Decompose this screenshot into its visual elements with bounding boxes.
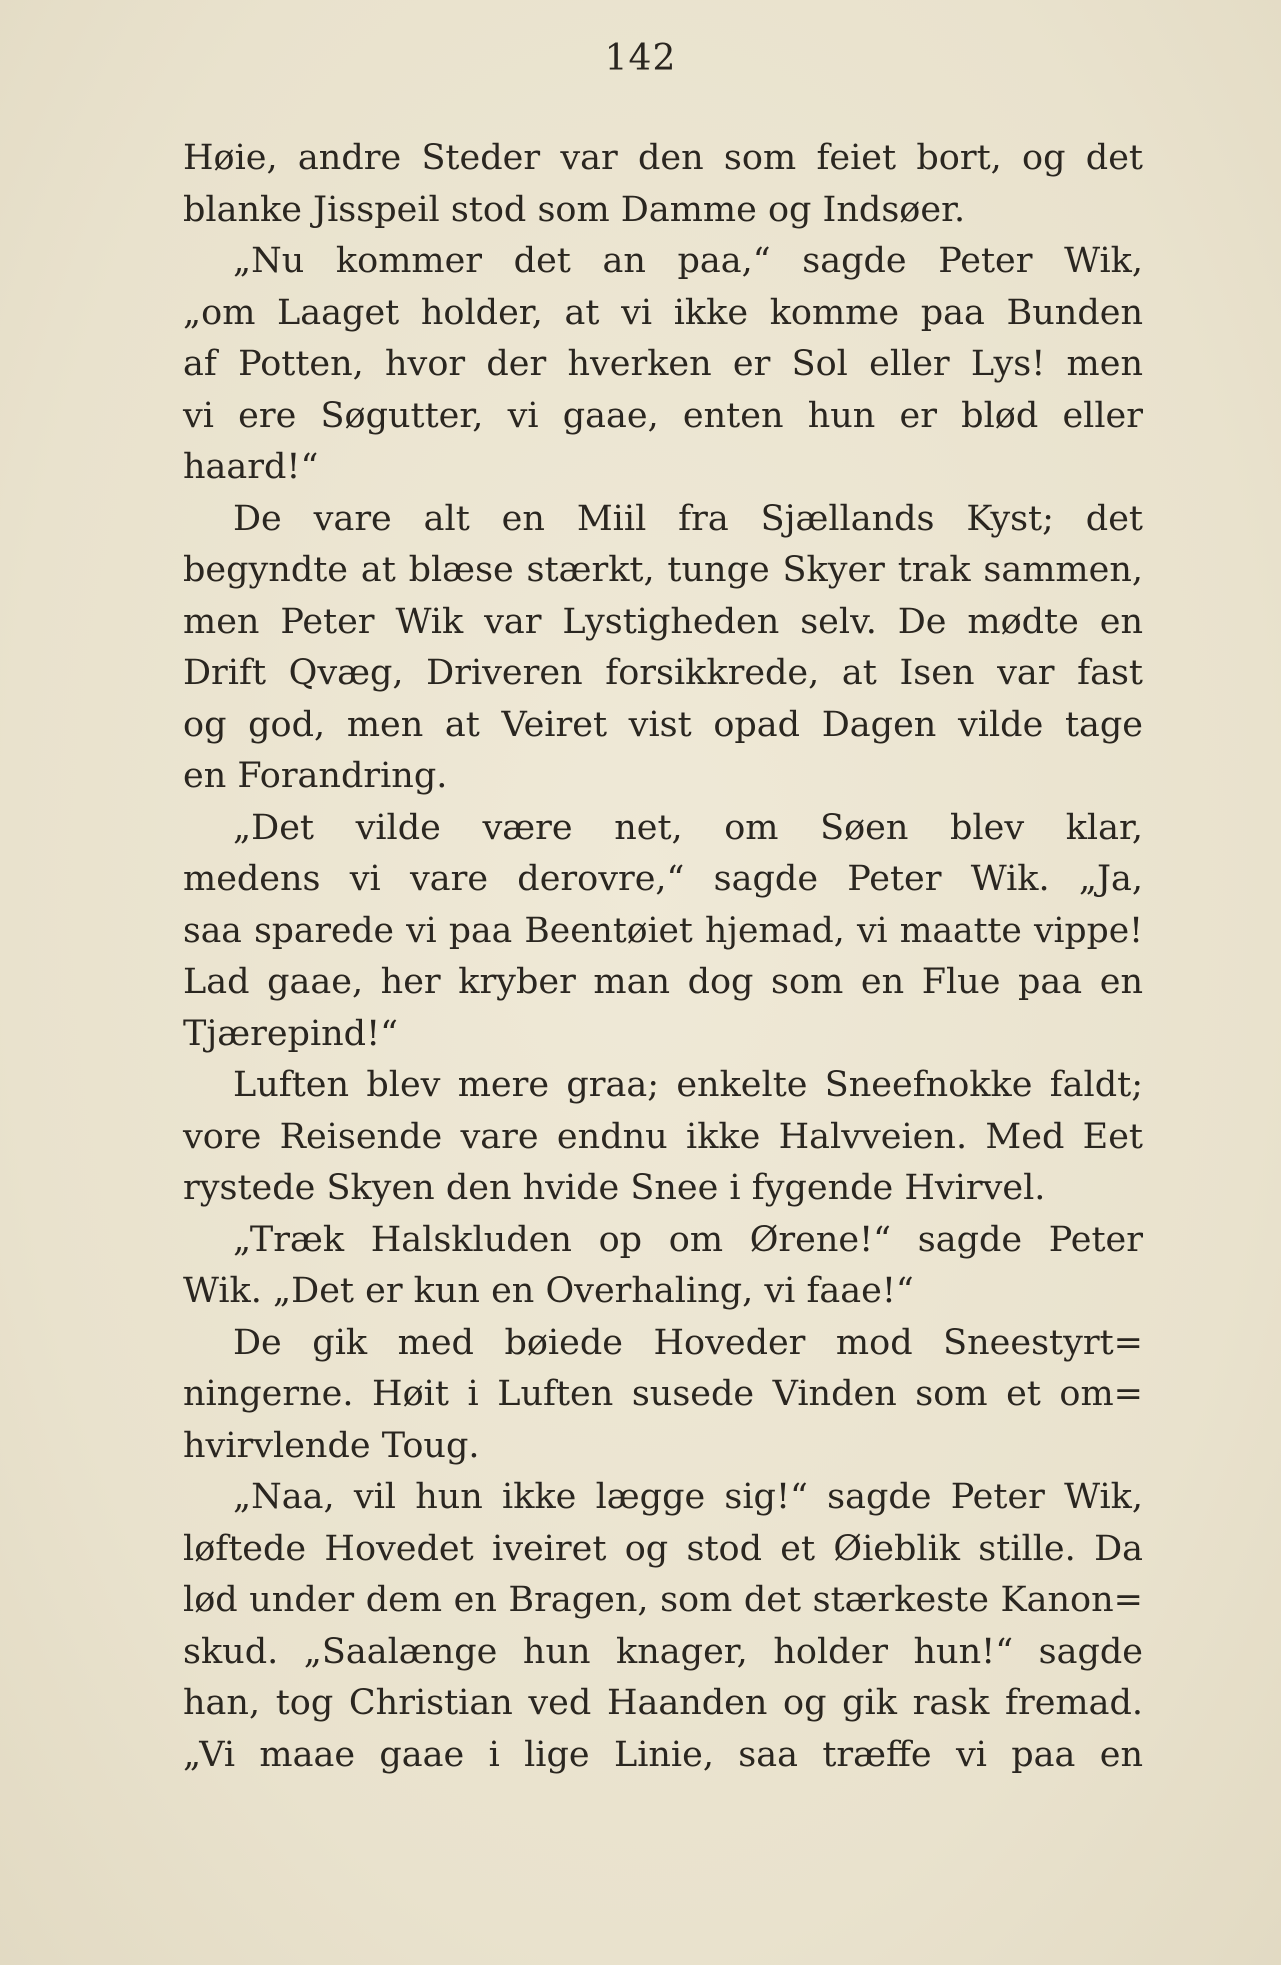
text-line: „Naa, vil hun ikke lægge sig!“ sagde Peter Wik, [233, 1477, 1143, 1517]
text-line: blanke Jisspeil stod som Damme og Indsøer. [183, 189, 966, 230]
text-line: De vare alt en Miil fra Sjællands Kyst; det [233, 498, 1143, 539]
text-line: Lad gaae, her kryber man dog som en Flue paa en [183, 962, 1143, 1002]
text-line: „om Laaget holder, at vi ikke komme paa Bunden [183, 292, 1143, 333]
text-line: skud. „Saalænge hun knager, holder hun!“ sagde [183, 1631, 1143, 1672]
text-line: men Peter Wik var Lystigheden selv. De mødte en [183, 601, 1143, 642]
text-line: haard!“ [183, 447, 319, 487]
text-line: „Det vilde være net, om Søen blev klar, [233, 807, 1143, 848]
text-line: Tjærepind!“ [183, 1013, 399, 1054]
text-line: vi ere Søgutter, vi gaae, enten hun er blød eller [183, 395, 1143, 436]
text-line: Høie, andre Steder var den som feiet bort, og det [183, 138, 1143, 178]
text-line: af Potten, hvor der hverken er Sol eller Lys! men [183, 344, 1143, 384]
text-line: medens vi vare derovre,“ sagde Peter Wik. „Ja, [183, 859, 1143, 899]
text-line: vore Reisende vare endnu ikke Halvveien. Med Eet [183, 1116, 1143, 1157]
text-line: saa sparede vi paa Beentøiet hjemad, vi maatte vippe! [183, 910, 1143, 951]
text-line: Drift Qvæg, Driveren forsikkrede, at Isen var fast [183, 653, 1143, 693]
text-line: løftede Hovedet iveiret og stod et Øieblik stille. Da [183, 1528, 1143, 1569]
text-line: rystede Skyen den hvide Snee i fygende Hvirvel. [183, 1168, 1046, 1208]
page-number: 142 [604, 38, 677, 79]
text-line: lød under dem en Bragen, som det stærkeste Kanon= [183, 1580, 1143, 1620]
text-line: begyndte at blæse stærkt, tunge Skyer trak sammen, [183, 550, 1143, 590]
text-line: Luften blev mere graa; enkelte Sneefnokke faldt; [233, 1065, 1143, 1105]
text-line: „Træk Halskluden op om Ørene!“ sagde Peter [233, 1219, 1143, 1260]
text-line: og god, men at Veiret vist opad Dagen vilde tage [183, 704, 1143, 745]
body-text [183, 133, 1143, 1781]
text-line: hvirvlende Toug. [183, 1425, 480, 1466]
text-line: en Forandring. [183, 756, 448, 796]
text-line: De gik med bøiede Hoveder mod Sneestyrt= [233, 1322, 1143, 1363]
text-line: „Vi maae gaae i lige Linie, saa træffe vi paa en [183, 1734, 1143, 1775]
text-line: Wik. „Det er kun en Overhaling, vi faae!“ [183, 1271, 914, 1311]
text-line: han, tog Christian ved Haanden og gik rask fremad. [183, 1683, 1143, 1723]
text-line: „Nu kommer det an paa,“ sagde Peter Wik, [233, 241, 1143, 281]
text-line: ningerne. Høit i Luften susede Vinden som et om= [183, 1374, 1143, 1414]
